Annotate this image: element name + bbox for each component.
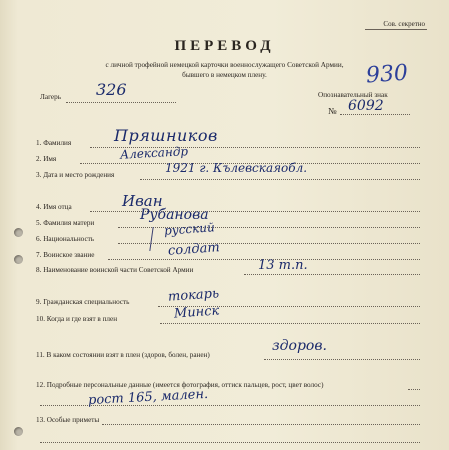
field-line-capture (160, 323, 420, 324)
field-value-rank: солдат (167, 240, 221, 259)
field-value-personal-data: рост 165, мален. (87, 386, 209, 409)
field-label-profession: 9. Гражданская специальность (36, 298, 130, 306)
field-line-unit (244, 274, 420, 275)
field-label-mother: 5. Фамилия матери (36, 219, 95, 227)
document-title: ПЕРЕВОД (174, 38, 275, 54)
field-value-profession: токарь (167, 286, 220, 305)
subtitle-line-2: бывшего в немецком плену. (182, 71, 267, 79)
field-value-capture: Минск (173, 303, 220, 322)
field-label-personal-data: 12. Подробные персональные данные (имеется фотография, оттиск пальцев, рост, цвет волос) (36, 381, 324, 389)
field-label-surname: 1. Фамилия (36, 139, 72, 147)
punch-hole-top (14, 228, 23, 237)
secret-classification: Сов. секретно (383, 20, 425, 28)
field-label-unit: 8. Наименование воинской части Советской Армии (36, 266, 194, 274)
field-label-rank: 7. Воинское звание (36, 251, 95, 259)
camp-value: 326 (96, 80, 127, 99)
field-value-unit: 13 т.п. (258, 258, 308, 273)
field-value-name: Александр (119, 144, 189, 162)
field-label-special-marks: 13. Особые приметы (36, 416, 100, 424)
field-label-nationality: 6. Национальность (36, 235, 95, 243)
camp-line (66, 102, 176, 103)
camp-label: Лагерь (40, 93, 61, 101)
field-value-surname: Пряшников (114, 126, 218, 145)
subtitle-line-1: с личной трофейной немецкой карточки военнослужащего Советской Армии, (105, 61, 344, 69)
field-line-condition (264, 359, 420, 360)
punch-hole-bottom (14, 427, 23, 436)
field-value-nationality: русский (163, 220, 216, 238)
field-label-birth: 3. Дата и место рождения (36, 171, 115, 179)
secret-underline (365, 29, 427, 30)
field-label-capture: 10. Когда и где взят в плен (36, 315, 118, 323)
field-line-personal-data-1 (408, 389, 420, 390)
field-line-nationality (118, 243, 420, 244)
field-value-condition: здоров. (272, 338, 327, 354)
field-value-father: Иван (122, 192, 163, 210)
id-value: 6092 (348, 98, 384, 114)
field-line-birth (140, 179, 420, 180)
field-line-extra (40, 442, 420, 443)
id-stamp-number: 930 (365, 60, 409, 89)
field-label-condition: 11. В каком состоянии взят в плен (здоров, болен, ранен) (36, 351, 210, 359)
field-value-birth: 1921 г. Кълевскаяобл. (165, 161, 308, 175)
id-label: Опознавательный знак (318, 91, 388, 99)
id-line (340, 114, 410, 115)
id-number-sign: № (328, 106, 337, 116)
field-label-father: 4. Имя отца (36, 203, 72, 211)
field-line-special-marks (102, 424, 420, 425)
pencil-stroke (149, 227, 153, 251)
field-value-mother: Рубанова (140, 207, 209, 223)
punch-hole-middle (14, 255, 23, 264)
field-label-name: 2. Имя (36, 155, 57, 163)
